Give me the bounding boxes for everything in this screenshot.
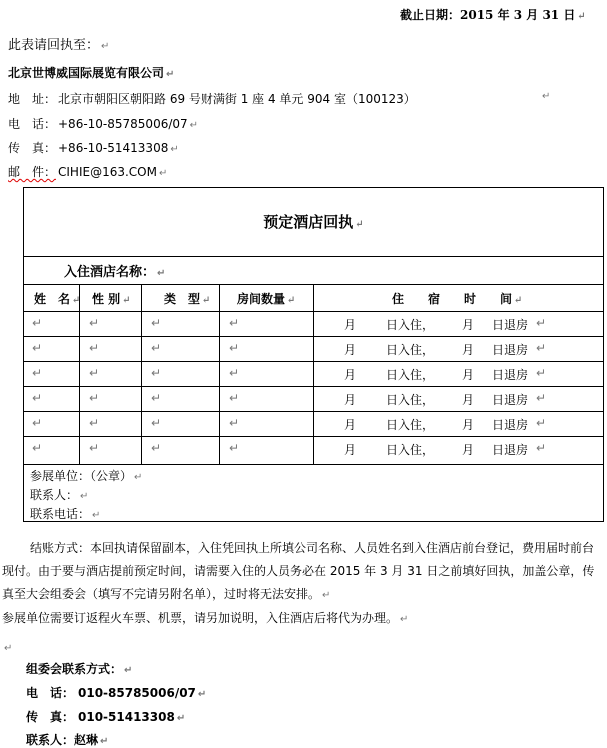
fax-line: 传 真： +86-10-51413308 ↵ [8, 141, 179, 155]
empty-cell[interactable]: ↵ [32, 441, 43, 455]
paragraph-mark-icon: ↵ [287, 295, 296, 306]
stay-month-in[interactable]: 月 [344, 418, 357, 432]
paragraph-mark-icon: ↵ [577, 11, 586, 22]
paragraph-mark-icon: ↵ [536, 416, 547, 430]
paragraph-mark-icon: ↵ [80, 491, 89, 502]
tel-line: 电 话： +86-10-85785006/07 ↵ [8, 117, 199, 131]
row-divider [24, 311, 603, 312]
header-stay-time: 住 宿 时 间 ↵ [392, 292, 523, 306]
divider [24, 464, 603, 465]
paragraph-mark-icon: ↵ [176, 713, 186, 724]
paragraph-mark-icon: ↵ [134, 472, 143, 483]
stay-checkin[interactable]: 日入住， [386, 368, 435, 382]
paragraph-mark-icon: ↵ [536, 391, 547, 405]
paragraph-mark-icon: ↵ [4, 643, 13, 654]
header-type: 类 型 ↵ [164, 292, 211, 306]
stay-month-in[interactable]: 月 [344, 443, 357, 457]
organizer-title: 组委会联系方式： ↵ [26, 662, 133, 676]
paragraph-mark-icon: ↵ [514, 295, 523, 306]
organizer-tel: 电 话： 010-85785006/07 ↵ [26, 686, 207, 700]
email-line: 邮 件： CIHIE@163.COM ↵ [8, 165, 168, 179]
empty-cell[interactable]: ↵ [151, 341, 162, 355]
paragraph-mark-icon: ↵ [92, 510, 101, 521]
stay-month-out[interactable]: 月 [462, 343, 475, 357]
empty-cell[interactable]: ↵ [229, 441, 240, 455]
empty-cell[interactable]: ↵ [229, 416, 240, 430]
hotel-name-field[interactable]: 入住酒店名称： ↵ [64, 265, 166, 280]
paragraph-mark-icon: ↵ [197, 689, 207, 700]
divider [24, 256, 603, 257]
stay-checkin[interactable]: 日入住， [386, 393, 435, 407]
empty-cell[interactable]: ↵ [229, 341, 240, 355]
stay-checkout[interactable]: 日退房 [492, 393, 529, 407]
paragraph-mark-icon: ↵ [170, 144, 179, 155]
paragraph-mark-icon: ↵ [124, 665, 133, 676]
empty-cell[interactable]: ↵ [32, 316, 43, 330]
paragraph-mark-icon: ↵ [355, 219, 364, 230]
deadline-text: 截止日期：2015 年 3 月 31 日 ↵ [400, 8, 586, 22]
stay-month-out[interactable]: 月 [462, 318, 475, 332]
paragraph-mark-icon: ↵ [322, 590, 331, 601]
row-divider [24, 336, 603, 337]
empty-cell[interactable]: ↵ [89, 391, 100, 405]
paragraph-mark-icon: ↵ [536, 441, 547, 455]
row-divider [24, 411, 603, 412]
empty-cell[interactable]: ↵ [151, 366, 162, 380]
empty-paragraph [2, 640, 12, 654]
return-to-text: 此表请回执至： ↵ [8, 38, 110, 53]
stay-month-out[interactable]: 月 [462, 443, 475, 457]
stay-checkin[interactable]: 日入住， [386, 318, 435, 332]
organizer-contact: 联系人：赵琳 ↵ [26, 733, 109, 747]
notes-section [2, 537, 602, 631]
hotel-booking-form [23, 187, 604, 522]
empty-cell[interactable]: ↵ [229, 316, 240, 330]
empty-cell[interactable]: ↵ [32, 366, 43, 380]
stay-checkout[interactable]: 日退房 [492, 368, 529, 382]
paragraph-mark-icon: ↵ [101, 41, 110, 52]
empty-cell[interactable]: ↵ [229, 366, 240, 380]
contact-phone-field[interactable]: 联系电话： ↵ [30, 507, 101, 521]
empty-cell[interactable]: ↵ [32, 341, 43, 355]
exhibitor-unit-field[interactable]: 参展单位：（公章） ↵ [30, 469, 143, 483]
address-line: 地 址： 北京市朝阳区朝阳路 69 号财满街 1 座 4 单元 904 室（100123） [8, 92, 416, 106]
empty-cell[interactable]: ↵ [89, 341, 100, 355]
stay-month-out[interactable]: 月 [462, 393, 475, 407]
settlement-note: 结账方式：本回执请保留副本，入住凭回执上所填公司名称、人员姓名到入住酒店前台登记，费用届时前台现付。由于要与酒店提前预定时间，请需要入住的人员务必在 2015 年 3 月 31 日之前填好回执，加盖公章，传真至大会组委会（填写不完请另附名单），过时将无法安排。 ↵ [2, 541, 595, 601]
paragraph-mark-icon: ↵ [542, 91, 551, 102]
paragraph-mark-icon: ↵ [202, 295, 211, 306]
paragraph-mark-icon: ↵ [157, 268, 166, 279]
stay-month-in[interactable]: 月 [344, 393, 357, 407]
row-divider [24, 386, 603, 387]
stay-checkout[interactable]: 日退房 [492, 418, 529, 432]
form-title: 预定酒店回执 ↵ [263, 213, 364, 231]
empty-cell[interactable]: ↵ [32, 391, 43, 405]
company-name: 北京世博威国际展览有限公司 ↵ [8, 66, 175, 80]
paragraph-mark-icon: ↵ [166, 69, 175, 80]
paragraph-mark-icon: ↵ [536, 316, 547, 330]
contact-person-field[interactable]: 联系人： ↵ [30, 488, 89, 502]
stay-checkout[interactable]: 日退房 [492, 443, 529, 457]
paragraph-mark-icon: ↵ [158, 168, 168, 179]
header-rooms: 房间数量 ↵ [237, 292, 296, 306]
row-divider [24, 436, 603, 437]
paragraph-mark-icon: ↵ [189, 120, 199, 131]
empty-cell[interactable]: ↵ [89, 416, 100, 430]
stay-checkin[interactable]: 日入住， [386, 418, 435, 432]
paragraph-mark-icon: ↵ [400, 614, 409, 625]
stay-checkin[interactable]: 日入住， [386, 443, 435, 457]
paragraph-mark-icon: ↵ [536, 366, 547, 380]
paragraph-mark-icon: ↵ [536, 341, 547, 355]
stay-checkout[interactable]: 日退房 [492, 343, 529, 357]
stay-month-out[interactable]: 月 [462, 368, 475, 382]
empty-cell[interactable]: ↵ [229, 391, 240, 405]
empty-cell[interactable]: ↵ [32, 416, 43, 430]
empty-cell[interactable]: ↵ [151, 441, 162, 455]
stay-month-out[interactable]: 月 [462, 418, 475, 432]
stay-month-in[interactable]: 月 [344, 368, 357, 382]
empty-cell[interactable]: ↵ [89, 366, 100, 380]
empty-cell[interactable]: ↵ [151, 416, 162, 430]
stay-month-in[interactable]: 月 [344, 318, 357, 332]
paragraph-mark-icon: ↵ [100, 736, 109, 747]
empty-cell[interactable]: ↵ [89, 316, 100, 330]
organizer-fax: 传 真： 010-51413308 ↵ [26, 710, 186, 724]
ticket-note: 参展单位需要订返程火车票、机票，请另加说明，入住酒店后将代为办理。 ↵ [2, 611, 409, 625]
paragraph-mark-icon: ↵ [122, 295, 131, 306]
empty-cell[interactable]: ↵ [151, 316, 162, 330]
stay-checkin[interactable]: 日入住， [386, 343, 435, 357]
stay-checkout[interactable]: 日退房 [492, 318, 529, 332]
empty-cell[interactable]: ↵ [151, 391, 162, 405]
stay-month-in[interactable]: 月 [344, 343, 357, 357]
header-name: 姓 名 ↵ [34, 292, 81, 306]
row-divider [24, 361, 603, 362]
empty-cell[interactable]: ↵ [89, 441, 100, 455]
paragraph-mark-icon: ↵ [72, 295, 81, 306]
header-gender: 性 别 ↵ [92, 292, 131, 306]
